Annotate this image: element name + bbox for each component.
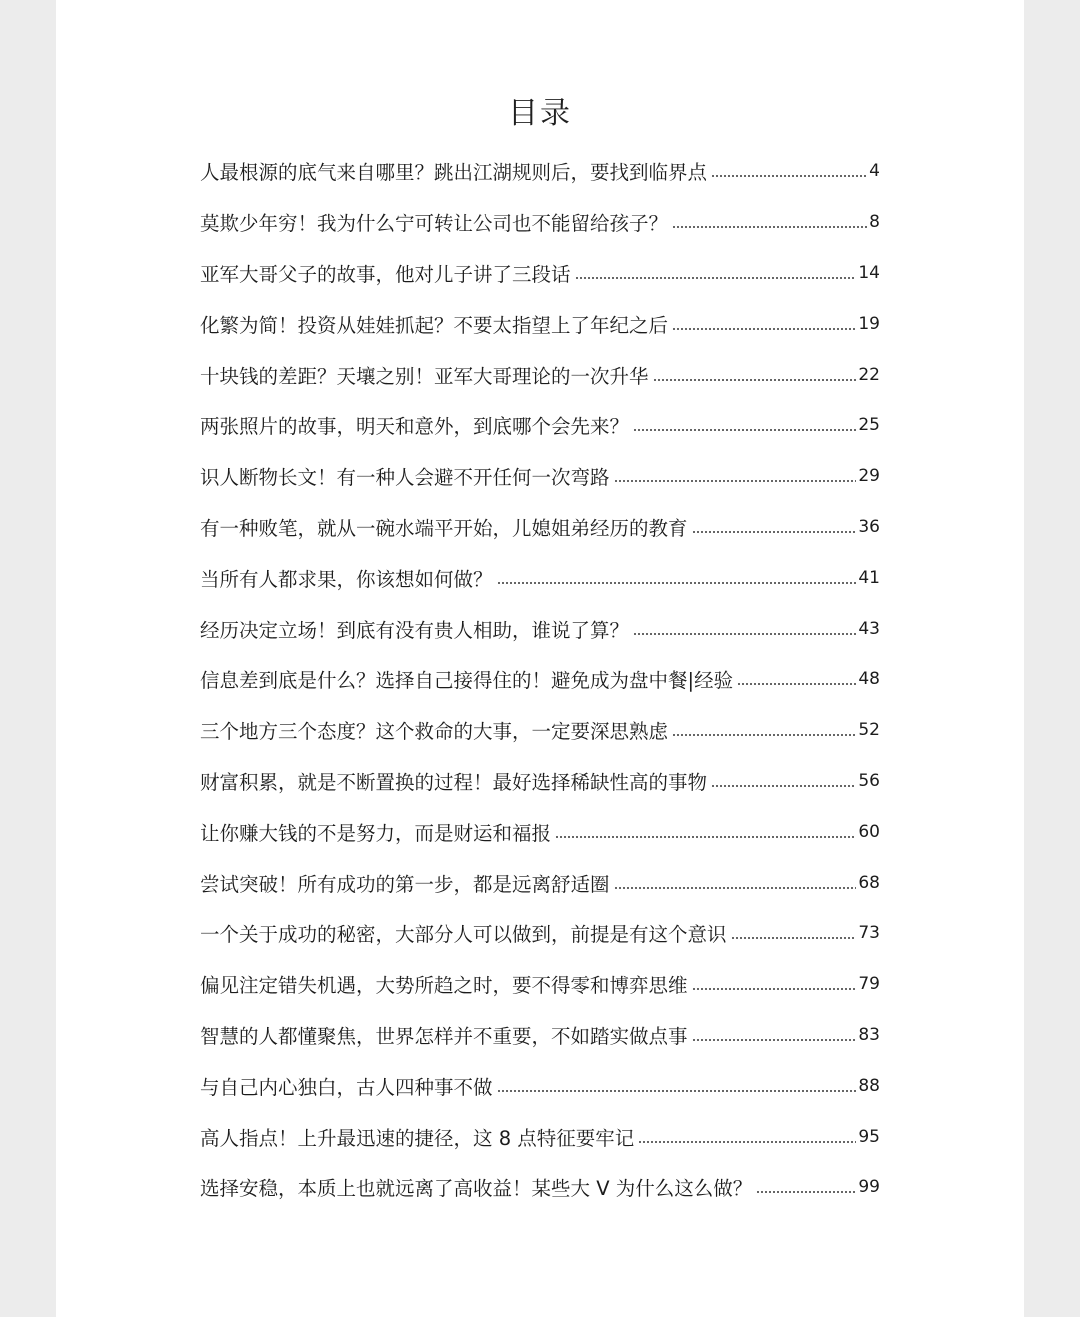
toc-entry-text: 一个关于成功的秘密，大部分人可以做到，前提是有这个意识 xyxy=(200,923,727,947)
toc-entry[interactable] xyxy=(200,654,880,705)
toc-page-number: 73 xyxy=(858,923,880,944)
toc-entry-text: 三个地方三个态度？这个救命的大事，一定要深思熟虑 xyxy=(200,720,669,744)
dot-leader xyxy=(555,836,856,838)
toc-entry-text: 两张照片的故事，明天和意外，到底哪个会先来？ xyxy=(200,415,630,439)
dot-leader xyxy=(633,429,856,431)
toc-entry-text: 人最根源的底气来自哪里？跳出江湖规则后，要找到临界点 xyxy=(200,161,708,185)
toc-entry[interactable] xyxy=(200,146,880,197)
toc-entry-text: 有一种败笔，就从一碗水端平开始，儿媳姐弟经历的教育 xyxy=(200,516,688,540)
dot-leader xyxy=(653,379,857,381)
toc-entry[interactable] xyxy=(200,857,880,908)
toc-entry-text: 智慧的人都懂聚焦，世界怎样并不重要，不如踏实做点事 xyxy=(200,1024,688,1048)
toc-entry[interactable] xyxy=(200,1060,880,1111)
toc-entry[interactable] xyxy=(200,1010,880,1061)
toc-page-number: 14 xyxy=(858,262,880,283)
toc-page-number: 99 xyxy=(858,1177,880,1198)
dot-leader xyxy=(711,785,856,787)
toc-page-number: 29 xyxy=(858,466,880,487)
toc-entry-text: 尝试突破！所有成功的第一步，都是远离舒适圈 xyxy=(200,872,610,896)
toc-entry-text: 识人断物长文！有一种人会避不开任何一次弯路 xyxy=(200,466,610,490)
toc-entry[interactable] xyxy=(200,806,880,857)
toc-page-number: 79 xyxy=(858,974,880,995)
toc-entry[interactable] xyxy=(200,908,880,959)
toc-entry[interactable] xyxy=(200,552,880,603)
dot-leader xyxy=(692,1039,857,1041)
dot-leader xyxy=(575,277,857,279)
toc-page-number: 68 xyxy=(858,872,880,893)
dot-leader xyxy=(638,1141,856,1143)
toc-entry-text: 化繁为简！投资从娃娃抓起？不要太指望上了年纪之后 xyxy=(200,313,669,337)
dot-leader xyxy=(731,937,857,939)
toc-entry[interactable] xyxy=(200,502,880,553)
toc-entry-text: 让你赚大钱的不是努力，而是财运和福报 xyxy=(200,821,552,845)
toc-page-number: 60 xyxy=(858,821,880,842)
toc-entry[interactable] xyxy=(200,959,880,1010)
toc-page-number: 52 xyxy=(858,720,880,741)
toc-page-number: 19 xyxy=(858,313,880,334)
toc-entry[interactable] xyxy=(200,400,880,451)
toc-entry-text: 经历决定立场！到底有没有贵人相助，谁说了算？ xyxy=(200,618,630,642)
dot-leader xyxy=(672,226,867,228)
dot-leader xyxy=(672,734,856,736)
toc-page-number: 88 xyxy=(858,1075,880,1096)
toc-entry[interactable] xyxy=(200,451,880,502)
dot-leader xyxy=(692,531,857,533)
toc-page-number: 83 xyxy=(858,1024,880,1045)
dot-leader xyxy=(711,175,867,177)
toc-page-number: 4 xyxy=(869,161,880,182)
toc-page-number: 56 xyxy=(858,770,880,791)
toc-entry[interactable] xyxy=(200,248,880,299)
toc-entry-text: 偏见注定错失机遇，大势所趋之时，要不得零和博弈思维 xyxy=(200,974,688,998)
toc-page-number: 43 xyxy=(858,618,880,639)
dot-leader xyxy=(672,328,856,330)
toc-entry[interactable] xyxy=(200,603,880,654)
dot-leader xyxy=(737,683,856,685)
toc-entry[interactable] xyxy=(200,705,880,756)
toc-entry-text: 选择安稳，本质上也就远离了高收益！某些大 V 为什么这么做？ xyxy=(200,1177,753,1201)
toc-page-number: 25 xyxy=(858,415,880,436)
dot-leader xyxy=(756,1191,856,1193)
toc-entry-text: 亚军大哥父子的故事，他对儿子讲了三段话 xyxy=(200,262,571,286)
toc-title: 目录 xyxy=(508,96,572,131)
toc-entry[interactable] xyxy=(200,1162,880,1213)
toc-page-number: 36 xyxy=(858,516,880,537)
toc-entry-text: 与自己内心独白，古人四种事不做 xyxy=(200,1075,493,1099)
toc-entry-text: 财富积累，就是不断置换的过程！最好选择稀缺性高的事物 xyxy=(200,770,708,794)
toc-entry-text: 莫欺少年穷！我为什么宁可转让公司也不能留给孩子？ xyxy=(200,212,669,236)
toc-entry[interactable] xyxy=(200,756,880,807)
toc-page-number: 48 xyxy=(858,669,880,690)
toc-list xyxy=(200,146,880,1213)
toc-entry-text: 高人指点！上升最迅速的捷径，这 8 点特征要牢记 xyxy=(200,1126,635,1150)
document-page xyxy=(56,0,1024,1317)
toc-entry[interactable] xyxy=(200,298,880,349)
toc-entry[interactable] xyxy=(200,349,880,400)
toc-entry[interactable] xyxy=(200,197,880,248)
toc-page-number: 41 xyxy=(858,567,880,588)
dot-leader xyxy=(614,480,857,482)
dot-leader xyxy=(692,988,857,990)
toc-page-number: 8 xyxy=(869,212,880,233)
toc-entry-text: 当所有人都求果，你该想如何做？ xyxy=(200,567,493,591)
toc-page-number: 22 xyxy=(858,364,880,385)
dot-leader xyxy=(497,1090,857,1092)
toc-page-number: 95 xyxy=(858,1126,880,1147)
toc-entry-text: 十块钱的差距？天壤之别！亚军大哥理论的一次升华 xyxy=(200,364,649,388)
toc-entry[interactable] xyxy=(200,1111,880,1162)
dot-leader xyxy=(497,582,857,584)
dot-leader xyxy=(614,887,857,889)
toc-entry-text: 信息差到底是什么？选择自己接得住的！避免成为盘中餐|经验 xyxy=(200,669,734,693)
dot-leader xyxy=(633,633,856,635)
